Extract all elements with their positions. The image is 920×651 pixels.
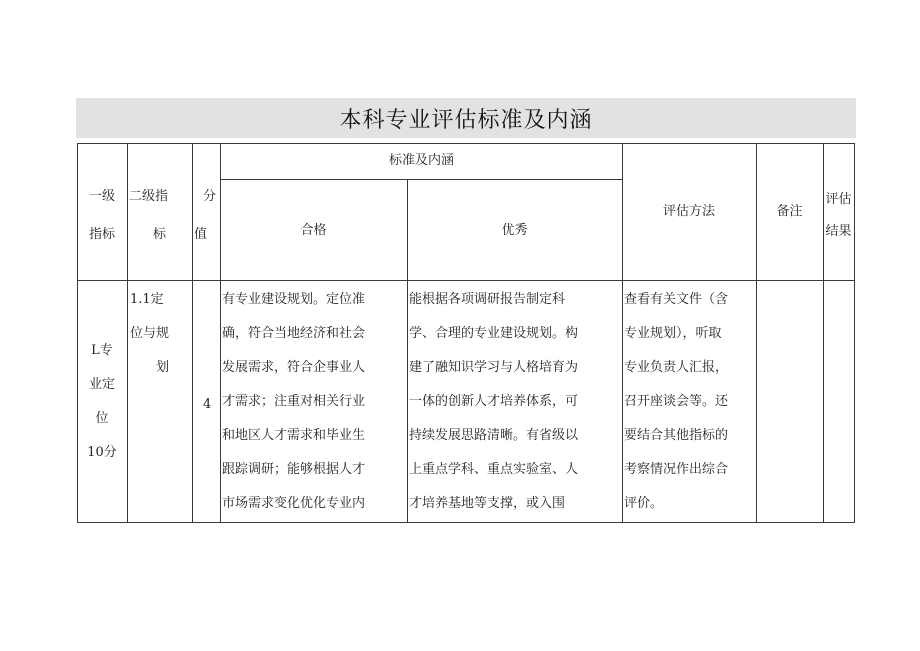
- col-border-2: [192, 143, 193, 523]
- level1-indicator: [77, 334, 127, 470]
- header-level2-line2: 标: [153, 227, 167, 242]
- pass-criteria: [222, 283, 406, 521]
- level2-line: 划: [156, 360, 170, 375]
- page-title: 本科专业评估标准及内涵: [339, 107, 593, 133]
- header-level1: [77, 178, 127, 254]
- header-excellent: 优秀: [501, 223, 528, 238]
- header-level2: [129, 178, 191, 254]
- header-standards: 标准及内涵: [388, 153, 454, 168]
- evaluation-method: [624, 283, 755, 521]
- header-level1-line2: 指标: [88, 227, 115, 242]
- excellent-line: 学、合理的专业建设规划。构: [409, 326, 579, 341]
- col-border-3: [220, 143, 221, 523]
- excellent-line: 一体的创新人才培养体系，可: [409, 394, 579, 409]
- level1-line: L专: [91, 343, 113, 358]
- excellent-line: 能根据各项调研报告制定科: [409, 292, 566, 307]
- header-result: [823, 184, 854, 248]
- level2-indicator: [130, 283, 192, 385]
- pass-line: 有专业建设规划。定位准: [222, 292, 366, 307]
- header-score-line1: 分: [203, 189, 217, 204]
- method-line: 要结合其他指标的: [624, 428, 729, 443]
- level1-line: 位: [95, 411, 109, 426]
- excellent-line: 上重点学科、重点实验室、人: [409, 462, 579, 477]
- method-line: 专业负责人汇报，: [624, 360, 729, 375]
- pass-line: 市场需求变化优化专业内: [222, 496, 366, 511]
- excellent-line: 持续发展思路清晰。有省级以: [409, 428, 579, 443]
- score-value: 4: [203, 397, 212, 412]
- header-bottom-border: [77, 280, 854, 281]
- col-border-1: [127, 143, 128, 523]
- header-score: [194, 178, 220, 254]
- pass-line: 确，符合当地经济和社会: [222, 326, 366, 341]
- header-standards-divider: [220, 179, 623, 180]
- level1-line: 业定: [88, 377, 115, 392]
- pass-line: 跟踪调研；能够根据人才: [222, 462, 366, 477]
- header-level2-line1: 二级指: [129, 189, 169, 204]
- level1-line: 10分: [87, 445, 117, 460]
- pass-line: 才需求；注重对相关行业: [222, 394, 366, 409]
- method-line: 考察情况作出综合: [624, 462, 729, 477]
- header-level1-line1: 一级: [88, 189, 115, 204]
- header-score-line2: 值: [194, 227, 208, 242]
- col-border-right: [854, 143, 855, 523]
- method-line: 评价。: [624, 496, 664, 511]
- pass-line: 和地区人才需求和毕业生: [222, 428, 366, 443]
- pass-line: 发展需求，符合企事业人: [222, 360, 366, 375]
- level2-line: 位与规: [130, 326, 170, 341]
- header-pass: 合格: [300, 223, 327, 238]
- excellent-criteria: [409, 283, 621, 521]
- title-bar: [76, 98, 856, 138]
- level2-line: 1.1定: [130, 292, 164, 307]
- header-method: 评估方法: [662, 204, 715, 219]
- header-remarks: 备注: [776, 204, 803, 219]
- excellent-line: 才培养基地等支撑，或入围: [409, 496, 566, 511]
- result-cell: [824, 283, 854, 521]
- header-result-line1: 评估: [825, 192, 852, 207]
- table-bottom-border: [77, 522, 854, 523]
- method-line: 专业规划），听取: [624, 326, 722, 341]
- header-result-line2: 结果: [825, 224, 852, 239]
- remarks-cell: [757, 283, 823, 521]
- method-line: 召开座谈会等。还: [624, 394, 729, 409]
- excellent-line: 建了融知识学习与人格培育为: [409, 360, 579, 375]
- table-top-border: [77, 143, 854, 144]
- method-line: 查看有关文件（含: [624, 292, 729, 307]
